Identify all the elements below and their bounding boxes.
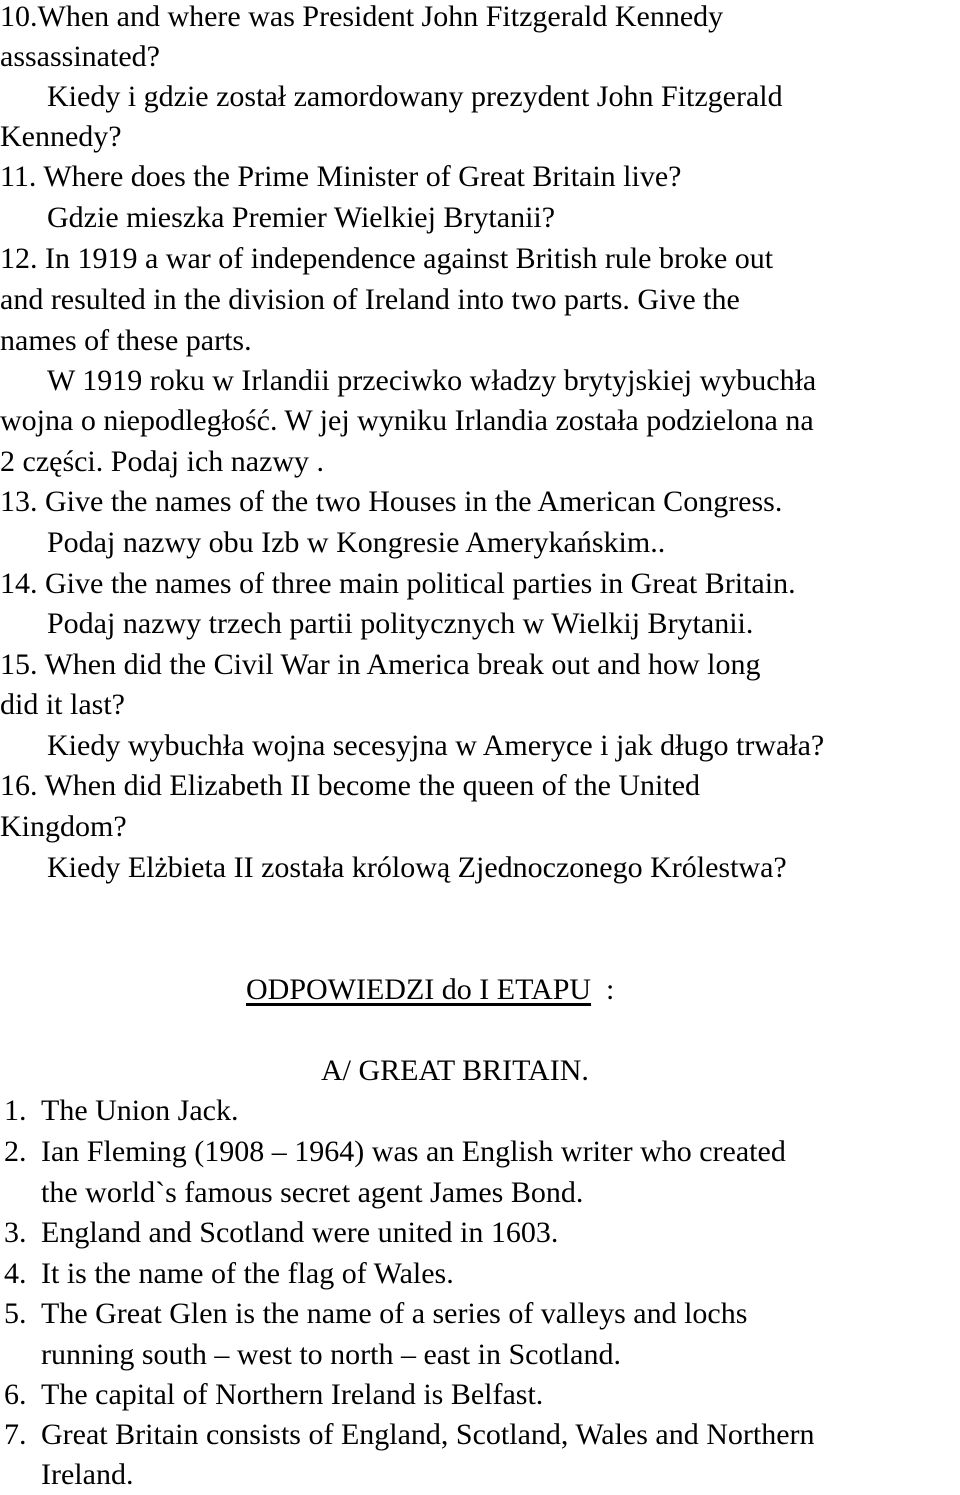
question-15-en-line-2: did it last?	[0, 688, 125, 721]
question-10-en-line-1: 10.When and where was President John Fitzgerald Kennedy	[0, 0, 724, 33]
answer-5-text-line-2: running south – west to north – east in Scotland.	[41, 1338, 621, 1371]
answers-heading-row	[246, 970, 614, 1010]
question-16-en-line-1: 16. When did Elizabeth II become the queen of the United	[0, 769, 701, 802]
answers-heading: ODPOWIEDZI do I ETAPU	[246, 973, 592, 1006]
question-15-en-line-1: 15. When did the Civil War in America break out and how long	[0, 648, 761, 681]
answer-6-text: The capital of Northern Ireland is Belfast.	[41, 1378, 544, 1411]
answer-2-text-line-2: the world`s famous secret agent James Bond.	[41, 1176, 584, 1209]
answer-7-text-line-2: Ireland.	[41, 1458, 134, 1491]
answers-heading-suffix: :	[606, 973, 615, 1006]
question-11-en: 11. Where does the Prime Minister of Great Britain live?	[0, 160, 682, 193]
question-12-pl-line-3: 2 części. Podaj ich nazwy .	[0, 445, 325, 478]
answer-1-text: The Union Jack.	[41, 1094, 239, 1127]
question-14-pl: Podaj nazwy trzech partii politycznych w Wielkij Brytanii.	[47, 607, 754, 640]
question-16-en-line-2: Kingdom?	[0, 810, 127, 843]
section-title: A/ GREAT BRITAIN.	[321, 1054, 589, 1087]
question-10-en-line-2: assassinated?	[0, 40, 160, 73]
answer-3-number: 3.	[4, 1216, 27, 1249]
answer-7-text-line-1: Great Britain consists of England, Scotland, Wales and Northern	[41, 1418, 815, 1451]
question-15-pl: Kiedy wybuchła wojna secesyjna w Ameryce i jak długo trwała?	[47, 729, 825, 762]
question-13-en: 13. Give the names of the two Houses in the American Congress.	[0, 485, 783, 518]
answer-7-number: 7.	[4, 1418, 27, 1451]
question-13-pl: Podaj nazwy obu Izb w Kongresie Amerykańskim..	[47, 526, 666, 559]
answer-5-number: 5.	[4, 1297, 27, 1330]
answer-6-number: 6.	[4, 1378, 27, 1411]
answer-5-text-line-1: The Great Glen is the name of a series of valleys and lochs	[41, 1297, 748, 1330]
heading-spacer	[591, 973, 606, 1006]
answer-3-text: England and Scotland were united in 1603.	[41, 1216, 559, 1249]
question-12-pl-line-1: W 1919 roku w Irlandii przeciwko władzy brytyjskiej wybuchła	[47, 364, 817, 397]
answer-4-text: It is the name of the flag of Wales.	[41, 1257, 454, 1290]
answer-2-number: 2.	[4, 1135, 27, 1168]
question-14-en: 14. Give the names of three main political parties in Great Britain.	[0, 567, 796, 600]
question-16-pl: Kiedy Elżbieta II została królową Zjednoczonego Królestwa?	[47, 851, 787, 884]
question-12-en-line-1: 12. In 1919 a war of independence against British rule broke out	[0, 242, 774, 275]
question-12-en-line-2: and resulted in the division of Ireland into two parts. Give the	[0, 283, 740, 316]
question-12-en-line-3: names of these parts.	[0, 324, 252, 357]
answer-1-number: 1.	[4, 1094, 27, 1127]
question-12-pl-line-2: wojna o niepodległość. W jej wyniku Irlandia została podzielona na	[0, 404, 814, 437]
answer-2-text-line-1: Ian Fleming (1908 – 1964) was an English writer who created	[41, 1135, 786, 1168]
answer-4-number: 4.	[4, 1257, 27, 1290]
question-10-pl-line-1: Kiedy i gdzie został zamordowany prezydent John Fitzgerald	[47, 80, 783, 113]
question-10-pl-line-2: Kennedy?	[0, 120, 122, 153]
question-11-pl: Gdzie mieszka Premier Wielkiej Brytanii?	[47, 201, 556, 234]
